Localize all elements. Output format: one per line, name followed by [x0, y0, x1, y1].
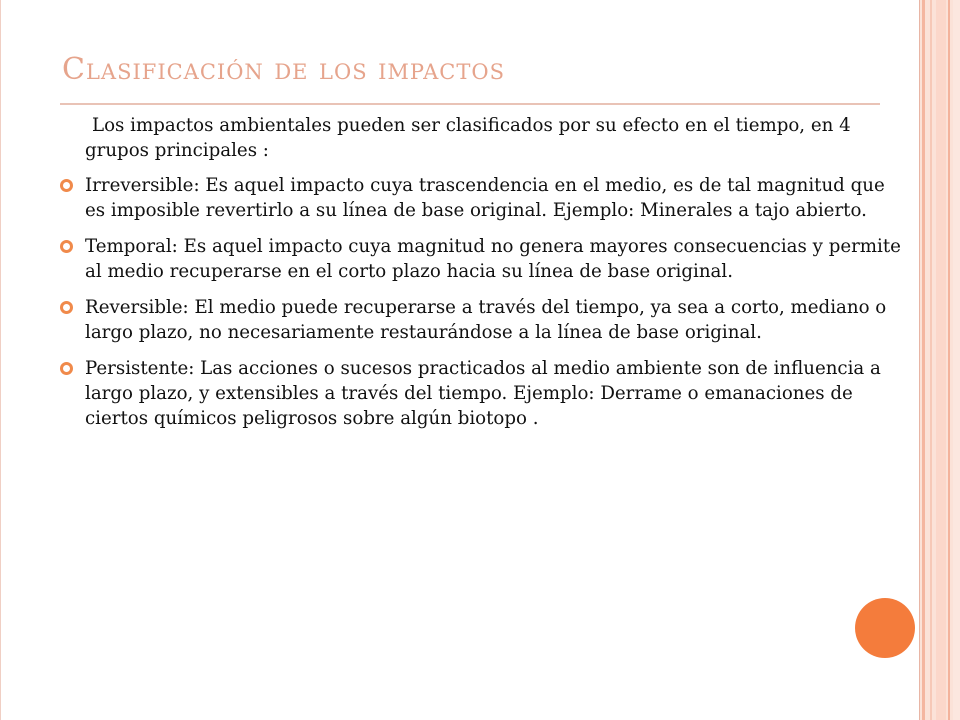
list-item-persistente	[60, 356, 910, 431]
circle-bullet-icon	[60, 240, 73, 253]
list-item-temporal	[60, 234, 910, 284]
slide-title: Clasificación de los impactos	[62, 52, 505, 87]
list-item-irreversible	[60, 173, 910, 223]
list-item-text: Persistente: Las acciones o sucesos practicados al medio ambiente son de influencia a largo plazo, y extensibles a través del tiempo. Ejemplo: Derrame o emanaciones de ciertos químicos peligrosos sobre algún biotopo .	[85, 358, 881, 429]
list-item-text: Irreversible: Es aquel impacto cuya trascendencia en el medio, es de tal magnitud que es imposible revertirlo a su línea de base original. Ejemplo: Minerales a tajo abierto.	[85, 175, 885, 221]
decorative-stripe	[948, 0, 950, 720]
intro-paragraph: Los impactos ambientales pueden ser clasificados por su efecto en el tiempo, en 4 grupos principales :	[85, 115, 851, 161]
orange-circle-decoration	[855, 598, 915, 658]
list-item-reversible	[60, 295, 910, 345]
decorative-stripe	[953, 0, 960, 720]
title-underline	[60, 103, 880, 105]
slide-body	[60, 113, 910, 442]
circle-bullet-icon	[60, 362, 73, 375]
circle-bullet-icon	[60, 179, 73, 192]
list-item-text: Temporal: Es aquel impacto cuya magnitud no genera mayores consecuencias y permite al medio recuperarse en el corto plazo hacia su línea de base original.	[85, 236, 901, 282]
decorative-stripe	[936, 0, 946, 720]
circle-bullet-icon	[60, 301, 73, 314]
list-item-text: Reversible: El medio puede recuperarse a través del tiempo, ya sea a corto, mediano o largo plazo, no necesariamente restaurándose a la línea de base original.	[85, 297, 887, 343]
decorative-stripe	[930, 0, 932, 720]
decorative-stripe	[922, 0, 925, 720]
